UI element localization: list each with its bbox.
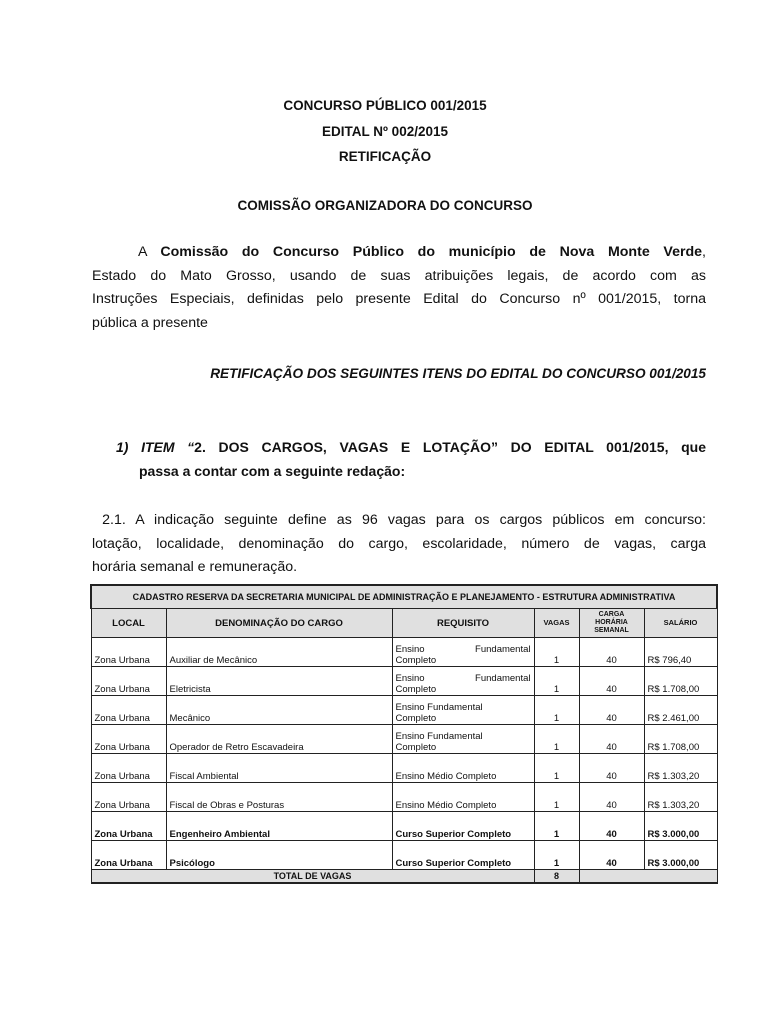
cell-cargo: Engenheiro Ambiental [166, 812, 392, 841]
cell-cargo: Auxiliar de Mecânico [166, 638, 392, 667]
cell-requisito: Curso Superior Completo [392, 812, 534, 841]
item-1-prefix: 1) ITEM “ [116, 439, 195, 455]
col-vagas: VAGAS [534, 609, 579, 638]
table-row [91, 841, 717, 870]
cell-local: Zona Urbana [91, 638, 166, 667]
col-carga: CARGA HORÁRIA SEMANAL [579, 609, 644, 638]
req-part-b: Fundamental [475, 644, 531, 655]
cell-requisito: Ensino Médio Completo [392, 783, 534, 812]
cell-vagas: 1 [534, 696, 579, 725]
cell-cargo: Mecânico [166, 696, 392, 725]
cell-vagas: 1 [534, 638, 579, 667]
req-part-a: Ensino [395, 644, 425, 655]
cell-local: Zona Urbana [91, 696, 166, 725]
cell-carga: 40 [579, 725, 644, 754]
col-local: LOCAL [91, 609, 166, 638]
cell-salario: R$ 2.461,00 [644, 696, 717, 725]
intro-bold: Comissão do Concurso Público do município de Nova Monte Verde [160, 244, 703, 260]
cell-local: Zona Urbana [91, 667, 166, 696]
cell-local: Zona Urbana [91, 725, 166, 754]
col-salario: SALÁRIO [644, 609, 717, 638]
req-part-a: Ensino Fundamental [395, 702, 483, 713]
section-2-1-line-3: horária semanal e remuneração. [92, 559, 298, 575]
cell-requisito [392, 667, 534, 696]
total-blank [579, 870, 717, 884]
col-cargo: DENOMINAÇÃO DO CARGO [166, 609, 392, 638]
item-1-text-1: 2. DOS CARGOS, VAGAS E LOTAÇÃO” DO EDITAL 001/2015, que [194, 439, 706, 455]
vacancies-table [90, 584, 718, 884]
cell-local: Zona Urbana [91, 783, 166, 812]
cell-carga: 40 [579, 754, 644, 783]
table-row [91, 696, 717, 725]
table-caption: CADASTRO RESERVA DA SECRETARIA MUNICIPAL DE ADMINISTRAÇÃO E PLANEJAMENTO - ESTRUTURA ADMINISTRATIVA [91, 585, 717, 609]
section-2-1-line-1: 2.1. A indicação seguinte define as 96 vagas para os cargos públicos em concurso: [92, 512, 706, 528]
cell-salario: R$ 3.000,00 [644, 812, 717, 841]
intro-rest: , [702, 244, 706, 260]
item-1-line-2: passa a contar com a seguinte redação: [139, 462, 406, 479]
cell-cargo: Eletricista [166, 667, 392, 696]
edital-number: EDITAL Nº 002/2015 [322, 124, 448, 139]
cell-carga: 40 [579, 841, 644, 870]
req-part-c: Completo [395, 742, 437, 753]
cell-vagas: 1 [534, 783, 579, 812]
cell-salario: R$ 3.000,00 [644, 841, 717, 870]
intro-paragraph [92, 241, 706, 335]
req-part-c: Completo [395, 684, 437, 695]
cell-local: Zona Urbana [91, 754, 166, 783]
cell-carga: 40 [579, 696, 644, 725]
cell-vagas: 1 [534, 725, 579, 754]
item-1-line-1 [116, 436, 706, 460]
cell-salario: R$ 1.303,20 [644, 783, 717, 812]
intro-line-2: Estado do Mato Grosso, usando de suas atribuições legais, de acordo com as [92, 267, 706, 284]
cell-salario: R$ 1.708,00 [644, 725, 717, 754]
cell-salario: R$ 1.303,20 [644, 754, 717, 783]
cell-cargo: Psicólogo [166, 841, 392, 870]
table-row [91, 725, 717, 754]
req-part-c: Completo [395, 655, 437, 666]
cell-vagas: 1 [534, 812, 579, 841]
col-requisito: REQUISITO [392, 609, 534, 638]
section-2-1 [92, 509, 706, 580]
table-caption-row [91, 585, 717, 609]
cell-vagas: 1 [534, 754, 579, 783]
cell-carga: 40 [579, 812, 644, 841]
item-1 [116, 436, 706, 483]
intro-line-1 [92, 241, 706, 265]
cell-cargo: Fiscal Ambiental [166, 754, 392, 783]
req-part-b: Fundamental [475, 673, 531, 684]
cell-carga: 40 [579, 667, 644, 696]
cell-carga: 40 [579, 783, 644, 812]
req-part-c: Completo [395, 713, 437, 724]
table-row [91, 812, 717, 841]
intro-line-4: pública a presente [92, 314, 208, 331]
table-total-row [91, 870, 717, 884]
section-2-1-line-2: lotação, localidade, denominação do cargo, escolaridade, número de vagas, carga [92, 535, 706, 552]
cell-cargo: Operador de Retro Escavadeira [166, 725, 392, 754]
cell-requisito: Ensino Médio Completo [392, 754, 534, 783]
cell-salario: R$ 1.708,00 [644, 667, 717, 696]
cell-requisito: Curso Superior Completo [392, 841, 534, 870]
total-label: TOTAL DE VAGAS [91, 870, 534, 884]
cell-vagas: 1 [534, 667, 579, 696]
contest-title: CONCURSO PÚBLICO 001/2015 [283, 98, 487, 113]
cell-requisito [392, 725, 534, 754]
table-row [91, 783, 717, 812]
cell-carga: 40 [579, 638, 644, 667]
total-value: 8 [534, 870, 579, 884]
req-part-a: Ensino Fundamental [395, 731, 483, 742]
cell-cargo: Fiscal de Obras e Posturas [166, 783, 392, 812]
cell-requisito [392, 696, 534, 725]
table-row [91, 638, 717, 667]
table-row [91, 754, 717, 783]
intro-lead: A [138, 244, 161, 260]
cell-requisito [392, 638, 534, 667]
table-row [91, 667, 717, 696]
req-part-a: Ensino [395, 673, 425, 684]
retification-title: RETIFICAÇÃO DOS SEGUINTES ITENS DO EDITAL DO CONCURSO 001/2015 [210, 366, 706, 381]
cell-local: Zona Urbana [91, 841, 166, 870]
table-header-row [91, 609, 717, 638]
cell-salario: R$ 796,40 [644, 638, 717, 667]
cell-vagas: 1 [534, 841, 579, 870]
retification-heading: RETIFICAÇÃO [338, 149, 432, 164]
intro-line-3: Instruções Especiais, definidas pelo presente Edital do Concurso nº 001/2015, torna [92, 291, 706, 307]
cell-local: Zona Urbana [91, 812, 166, 841]
commission-heading: COMISSÃO ORGANIZADORA DO CONCURSO [237, 198, 533, 213]
